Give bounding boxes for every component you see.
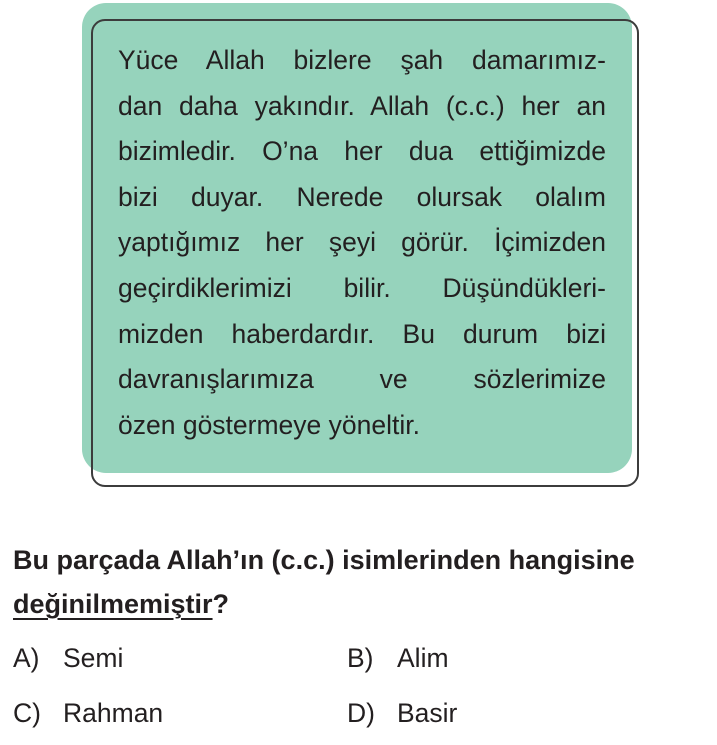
- passage-line: geçirdiklerimizi bilir. Düşündükleri-: [118, 272, 606, 303]
- option-letter: B): [347, 643, 374, 673]
- passage-line: bizimledir. O’na her dua ettiğimizde: [118, 136, 606, 167]
- option-text: Alim: [397, 643, 449, 673]
- passage-line: davranışlarımıza ve sözlerimize: [118, 364, 606, 395]
- passage-line: Yüce Allah bizlere şah damarımız-: [118, 45, 606, 75]
- option-text: Basir: [397, 698, 458, 728]
- passage-line: dan daha yakındır. Allah (c.c.) her an: [118, 90, 606, 121]
- question-text: [13, 538, 717, 626]
- passage-line: bizi duyar. Nerede olursak olalım: [118, 181, 606, 212]
- question-underlined-word: değinilmemiştir: [13, 589, 213, 619]
- option-letter: C): [13, 698, 41, 728]
- question-line-2: [13, 582, 717, 626]
- question-line-1: Bu parçada Allah’ın (c.c.) isimlerinden hangisine: [13, 545, 635, 575]
- option-letter: A): [13, 643, 40, 673]
- option-a[interactable]: [13, 642, 123, 674]
- passage-line: özen göstermeye yöneltir.: [118, 409, 420, 440]
- option-d[interactable]: [347, 697, 457, 729]
- question-mark: ?: [212, 589, 230, 619]
- passage-line: yaptığımız her şeyi görür. İçimizden: [118, 227, 606, 258]
- option-letter: D): [347, 698, 375, 728]
- passage-line: mizden haberdardır. Bu durum bizi: [118, 318, 606, 349]
- option-c[interactable]: [13, 697, 163, 729]
- option-text: Rahman: [63, 698, 164, 728]
- option-b[interactable]: [347, 642, 449, 674]
- option-text: Semi: [63, 643, 124, 673]
- passage-text: [118, 38, 606, 448]
